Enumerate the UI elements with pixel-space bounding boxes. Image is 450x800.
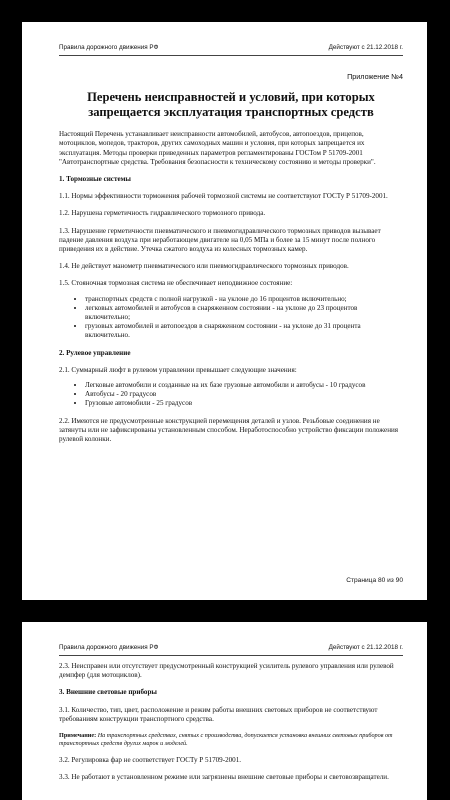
- note-text: На транспортных средствах, снятых с производства, допускается установка внешних световых приборов от транспортных средств других марок и моделей.: [59, 732, 393, 748]
- header-date: Действуют с 21.12.2018 г.: [328, 644, 403, 651]
- page-number: Страница 80 из 90: [346, 577, 403, 584]
- paragraph-1-2: 1.2. Нарушена герметичность гидравлического тормозного привода.: [59, 209, 266, 218]
- page-header: [59, 643, 403, 656]
- header-title: Правила дорожного движения РФ: [59, 44, 159, 51]
- note-paragraph: [59, 732, 403, 748]
- paragraph-1-4: 1.4. Не действует манометр пневматического или пневмогидравлического тормозных приводов.: [59, 262, 349, 271]
- note-label: Примечание:: [59, 732, 97, 740]
- appendix-label: Приложение №4: [347, 72, 403, 81]
- paragraph-2-3: 2.3. Неисправен или отсутствует предусмотренный конструкцией усилитель рулевого управления или рулевой демпфер (для мотоциклов).: [59, 662, 394, 680]
- section-heading-steering: 2. Рулевое управление: [59, 348, 131, 357]
- header-date: Действуют с 21.12.2018 г.: [328, 44, 403, 51]
- paragraph-1-5: 1.5. Стояночная тормозная система не обеспечивает неподвижное состояние:: [59, 279, 293, 288]
- list-item: • легковых автомобилей и автобусов в снаряженном состоянии - на уклоне до 23 процентов включительно;: [85, 304, 403, 322]
- steering-play-list: [59, 381, 403, 409]
- list-item: • Автобусы - 20 градусов: [85, 390, 403, 399]
- document-page-2: [22, 622, 427, 800]
- paragraph-1-1: 1.1. Нормы эффективности торможения рабочей тормозной системы не соответствуют ГОСТу Р 51709-2001.: [59, 192, 388, 201]
- list-item: • Грузовые автомобили - 25 градусов: [85, 399, 403, 408]
- list-item: • Легковые автомобили и созданные на их базе грузовые автомобили и автобусы - 10 градусов: [85, 381, 403, 390]
- document-page-1: [22, 22, 427, 600]
- list-item: • грузовых автомобилей и автопоездов в снаряженном состоянии - на уклоне до 31 процента включительно.: [85, 322, 403, 340]
- list-item: • транспортных средств с полной нагрузкой - на уклоне до 16 процентов включительно;: [85, 295, 403, 304]
- header-title: Правила дорожного движения РФ: [59, 644, 159, 651]
- paragraph-2-1: 2.1. Суммарный люфт в рулевом управлении превышает следующие значения:: [59, 365, 297, 374]
- page-header: [59, 43, 403, 56]
- document-title: Перечень неисправностей и условий, при которых запрещается эксплуатация транспортных средств: [87, 90, 375, 120]
- paragraph-3-3: 3.3. Не работают в установленном режиме или загрязнены внешние световые приборы и световозвращатели.: [59, 773, 389, 782]
- paragraph-2-2: 2.2. Имеются не предусмотренные конструкцией перемещения деталей и узлов. Резьбовые соединения не затянуты или не зафиксированы установленным способом. Неработоспособно устройство фиксации положения рулевой колонки.: [59, 416, 399, 444]
- paragraph-3-2: 3.2. Регулировка фар не соответствует ГОСТу Р 51709-2001.: [59, 756, 242, 765]
- intro-paragraph: Настоящий Перечень устанавливает неисправности автомобилей, автобусов, автопоездов, прицепов, мотоциклов, мопедов, тракторов, других самоходных машин и условия, при которых запрещается их эксплуатация. Методы проверки приведенных параметров регламентированы ГОСТом Р 51709-2001 "Автотранспортные средства. Требования безопасности к техническому состоянию и методы проверки".: [59, 130, 376, 166]
- paragraph-1-3: 1.3. Нарушение герметичности пневматического и пневмогидравлического тормозных приводов вызывает падение давления воздуха при неработающем двигателе на 0,05 МПа и более за 15 минут после полного приведения их в действие. Утечка сжатого воздуха из колесных тормозных камер.: [59, 226, 381, 254]
- page-content: [59, 72, 403, 452]
- parking-brake-list: [59, 295, 403, 341]
- section-heading-lights: 3. Внешние световые приборы: [59, 688, 157, 697]
- section-heading-brakes: 1. Тормозные системы: [59, 175, 131, 184]
- paragraph-3-1: 3.1. Количество, тип, цвет, расположение и режим работы внешних световых приборов не соответствуют требованиям конструкции транспортного средства.: [59, 705, 378, 723]
- page-content: [59, 662, 403, 790]
